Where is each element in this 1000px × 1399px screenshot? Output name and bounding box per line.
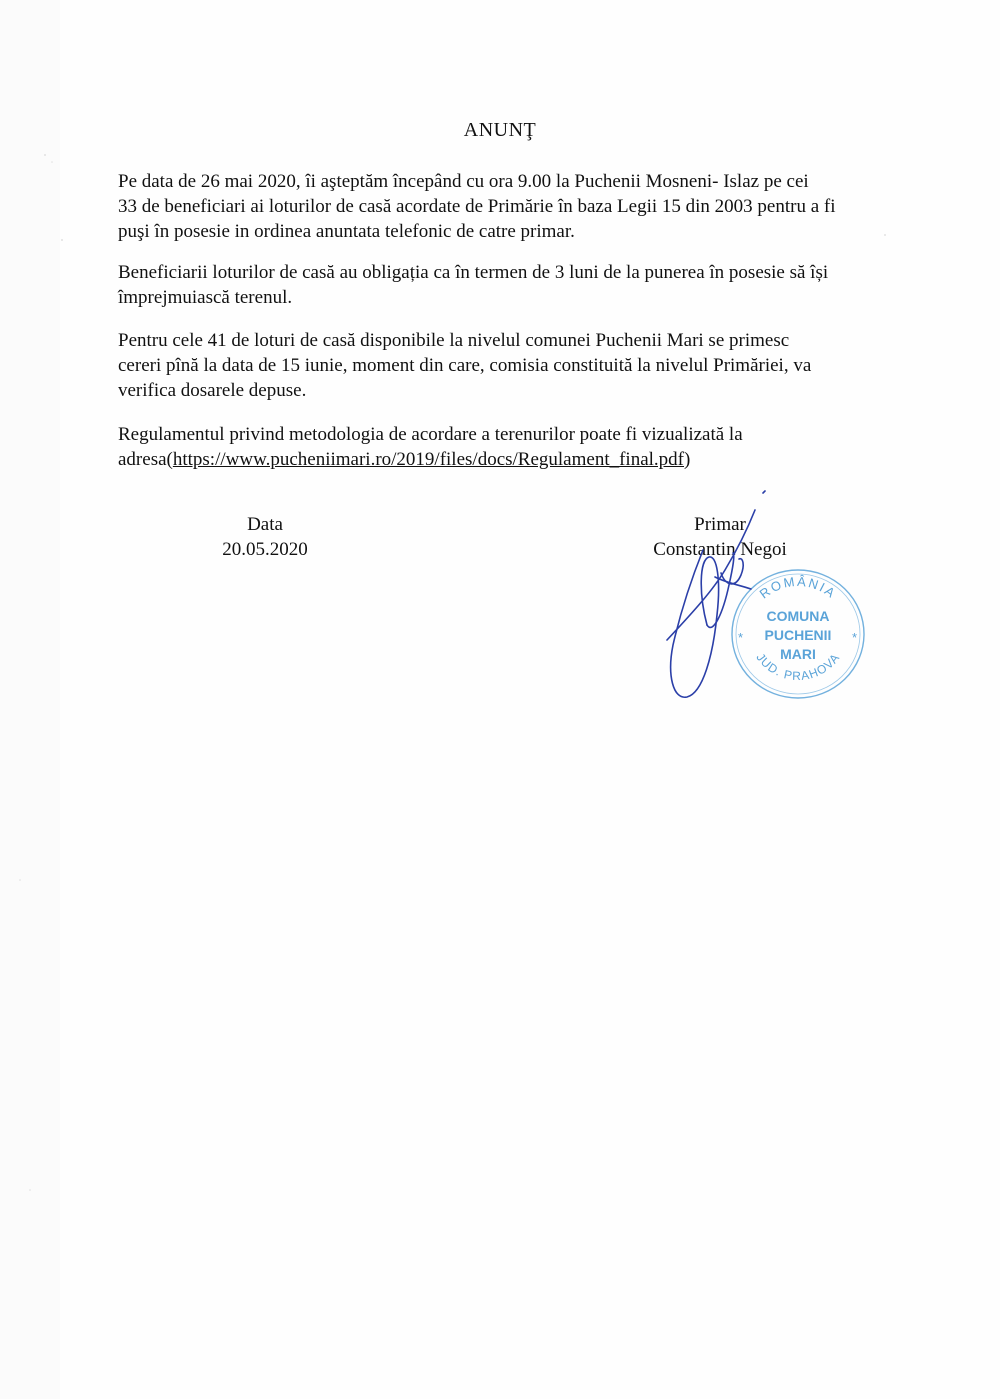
handwritten-signature	[655, 485, 785, 710]
paragraph-1-text: Pe data de 26 mai 2020, îi aşteptăm începând cu ora 9.00 la Puchenii Mosneni- Islaz pe cei 33 de beneficiari ai loturilor de casă acordate de Primărie în baza Legii 15 din 2003 pentru a fi puşi în posesie in ordinea anuntata telefonic de catre primar.	[118, 171, 836, 242]
date-label: Data	[247, 514, 283, 535]
stamp-line-2: PUCHENII	[764, 627, 832, 643]
signer-name: Constantin Negoi	[653, 539, 787, 560]
regulation-paragraph	[118, 422, 898, 472]
regulation-close: )	[684, 449, 691, 470]
date-value: 20.05.2020	[222, 539, 308, 560]
signer-role: Primar	[694, 514, 746, 535]
paragraph-4	[118, 422, 898, 472]
stamp-line-3: MARI	[780, 646, 816, 662]
announcement-title: ANUNŢ	[463, 119, 537, 141]
paragraph-3	[118, 328, 898, 403]
date-block	[200, 512, 330, 562]
stamp-star-left: *	[738, 630, 744, 645]
regulation-link[interactable]: https://www.pucheniimari.ro/2019/files/docs/Regulament_final.pdf	[172, 449, 685, 470]
paragraph-1	[118, 169, 898, 244]
paragraph-2	[118, 260, 898, 310]
paragraph-3-text: Pentru cele 41 de loturi de casă disponibile la nivelul comunei Puchenii Mari se primesc cereri pînă la data de 15 iunie, moment din care, comisia constituită la nivelul Primăriei, va verifica dosarele depuse.	[118, 330, 812, 401]
stamp-top-arc: ROMÂNIA	[756, 573, 840, 602]
regulation-text: Regulamentul privind metodologia de acordare a terenurilor poate fi vizualizată la adresa(	[118, 424, 743, 470]
stamp-star-right: *	[852, 630, 858, 645]
stamp-line-1: COMUNA	[766, 608, 830, 624]
stamp-bottom-arc: JUD. PRAHOVA	[753, 650, 843, 684]
paragraph-2-text: Beneficiarii loturilor de casă au obligația ca în termen de 3 luni de la punerea în posesie să își împrejmuiască terenul.	[118, 262, 829, 308]
